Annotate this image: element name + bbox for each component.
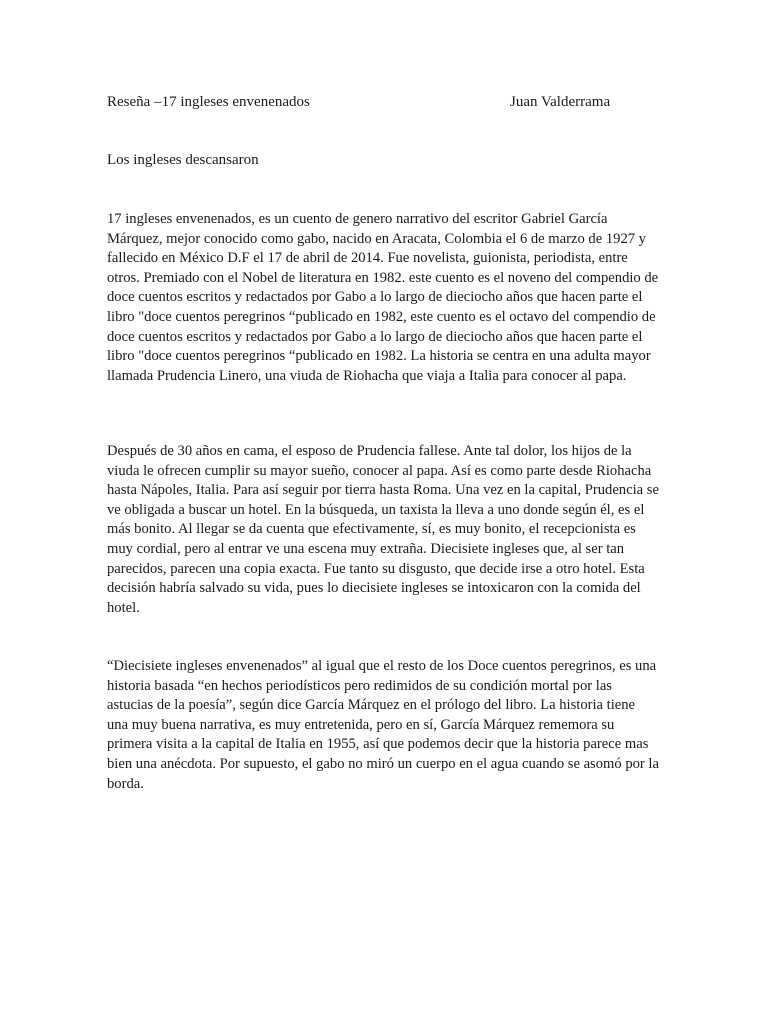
paragraph-review: “Diecisiete ingleses envenenados” al igual que el resto de los Doce cuentos peregrinos, es una historia basada “en hechos periodísticos pero redimidos de su condición mortal por las astucias de la poesía”, según dice García Márquez en el prólogo del libro. La historia tiene una muy buena narrativa, es muy entretenida, pero en sí, García Márquez rememora su primera visita a la capital de Italia en 1955, así que podemos decir que la historia parece mas bien una anécdota. Por supuesto, el gabo no miró un cuerpo en el agua cuando se asomó por la borda.: [107, 658, 659, 792]
paragraph-plot: Después de 30 años en cama, el esposo de Prudencia fallese. Ante tal dolor, los hijos de la viuda le ofrecen cumplir su mayor sueño, conocer al papa. Así es como parte desde Riohacha hasta Nápoles, Italia. Para así seguir por tierra hasta Roma. Una vez en la capital, Prudencia se ve obligada a buscar un hotel. En la búsqueda, un taxista la lleva a uno donde según él, es el más bonito. Al llegar se da cuenta que efectivamente, sí, es muy bonito, el recepcionista es muy cordial, pero al entrar ve una escena muy extraña. Diecisiete ingleses que, al ser tan parecidos, parecen una copia exacta. Fue tanto su disgusto, que decide irse a otro hotel. Esta decisión habría salvado su vida, pues lo diecisiete ingleses se intoxicaron con la comida del hotel.: [107, 443, 659, 616]
document-title: Reseña –17 ingleses envenenados: [107, 94, 310, 110]
paragraph-intro: 17 ingleses envenenados, es un cuento de genero narrativo del escritor Gabriel García Márquez, mejor conocido como gabo, nacido en Aracata, Colombia el 6 de marzo de 1927 y fallecido en México D.F el 17 de abril de 2014. Fue novelista, guionista, periodista, entre otros. Premiado con el Nobel de literatura en 1982. este cuento es el noveno del compendio de doce cuentos escritos y redactados por Gabo a lo largo de dieciocho años que hacen parte el libro "doce cuentos peregrinos “publicado en 1982, este cuento es el octavo del compendio de doce cuentos escritos y redactados por Gabo a lo largo de dieciocho años que hacen parte el libro "doce cuentos peregrinos “publicado en 1982. La historia se centra en una adulta mayor llamada Prudencia Linero, una viuda de Riohacha que viaja a Italia para conocer al papa.: [107, 211, 659, 384]
document-author: Juan Valderrama: [510, 94, 611, 110]
document-subtitle: Los ingleses descansaron: [107, 152, 259, 168]
